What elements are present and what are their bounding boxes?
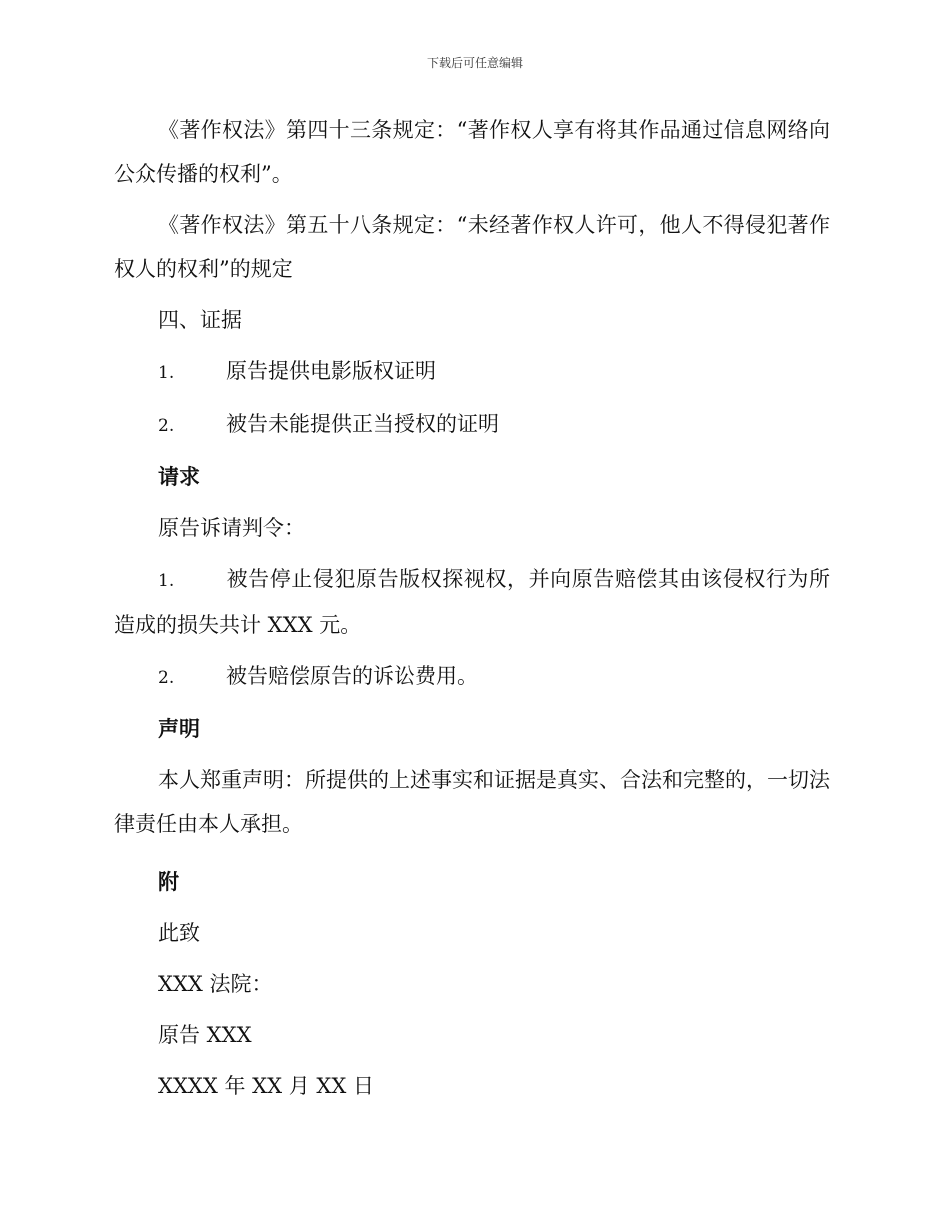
law-article-58: 《著作权法》第五十八条规定：“未经著作权人许可，他人不得侵犯著作权人的权利”的规定 — [114, 213, 830, 281]
list-number: 1. — [158, 571, 175, 591]
document-body — [114, 108, 830, 1115]
law-article-43: 《著作权法》第四十三条规定：“著作权人享有将其作品通过信息网络向公众传播的权利”。 — [114, 118, 830, 186]
request-item — [114, 654, 830, 700]
court-name: XXX 法院： — [158, 972, 273, 996]
evidence-item — [114, 349, 830, 395]
list-text: 被告赔偿原告的诉讼费用。 — [226, 664, 478, 688]
list-text: 原告提供电影版权证明 — [226, 359, 436, 383]
list-text: 被告未能提供正当授权的证明 — [226, 412, 499, 436]
list-number: 2. — [158, 416, 175, 436]
request-heading: 请求 — [158, 465, 200, 489]
closing-phrase: 此致 — [158, 921, 200, 945]
list-number: 2. — [158, 668, 175, 688]
attachment-heading: 附 — [158, 870, 179, 894]
request-intro: 原告诉请判令： — [158, 516, 305, 540]
page-header: 下载后可任意编辑 — [426, 56, 523, 70]
evidence-heading: 四、证据 — [158, 308, 242, 332]
document-date: XXXX 年 XX 月 XX 日 — [158, 1074, 374, 1098]
statement-heading: 声明 — [158, 717, 200, 741]
statement-text: 本人郑重声明：所提供的上述事实和证据是真实、合法和完整的，一切法律责任由本人承担。 — [114, 768, 830, 836]
plaintiff-signature: 原告 XXX — [158, 1023, 252, 1047]
list-text: 被告停止侵犯原告版权探视权，并向原告赔偿其由该侵权行为所造成的损失共计 XXX 元。 — [114, 567, 830, 637]
request-item — [114, 557, 830, 647]
evidence-item — [114, 402, 830, 448]
list-number: 1. — [158, 363, 175, 383]
